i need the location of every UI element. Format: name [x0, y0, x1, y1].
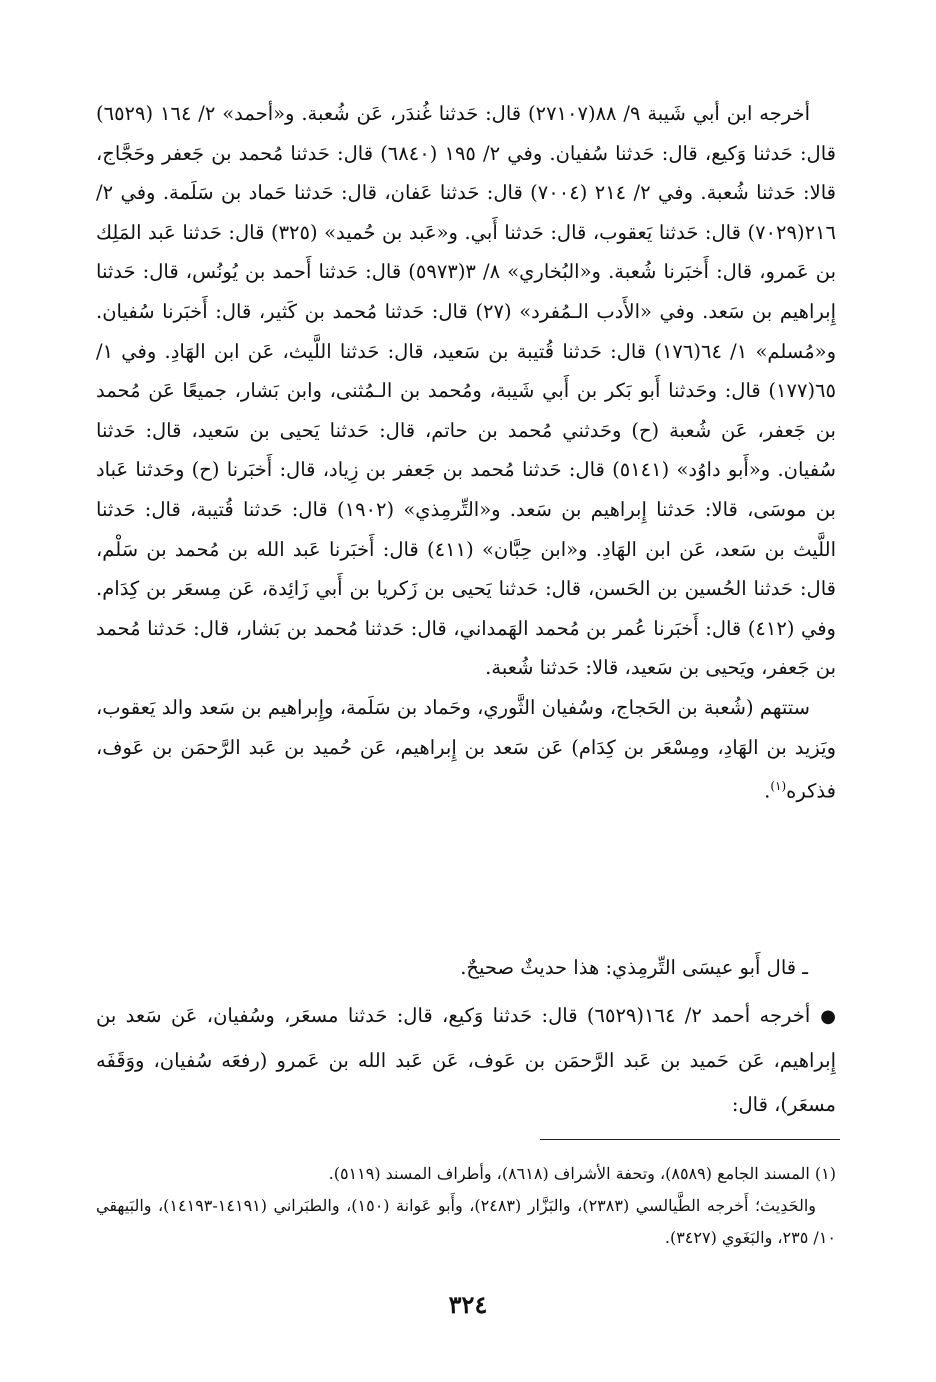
tirmidhi-quote: ـ قال أَبو عيسَى التِّرمِذي: هذا حديثٌ صحيحٌ.	[460, 956, 808, 979]
bullet-entry	[96, 994, 836, 1127]
main-text	[96, 94, 836, 811]
bullet-icon: ●	[820, 1006, 836, 1027]
narrators-text: ستتهم (شُعبة بن الحَجاج، وسُفيان الثَّوري، وحَماد بن سَلَمة، وإِبراهيم بن سَعد والد يَعقوب، ويَزيد بن الهَادِ، ومِسْعَر بن كِدَام) عَن سَعد بن إِبراهيم، عَن حُميد بن عَبد الرَّحمَن بن عَوف، فذكره	[96, 695, 836, 803]
footnote-marker: (١)	[770, 779, 787, 794]
footnote-separator	[540, 1139, 840, 1140]
narrators-paragraph: ستتهم (شُعبة بن الحَجاج، وسُفيان الثَّوري، وحَماد بن سَلَمة، وإِبراهيم بن سَعد والد يَعقوب، ويَزيد بن الهَادِ، ومِسْعَر بن كِدَام) عَن سَعد بن إِبراهيم، عَن حُميد بن عَبد الرَّحمَن بن عَوف، فذكره$^{(١)}$.	[96, 695, 836, 803]
takhrij-paragraph: أخرجه ابن أبي شَيبة ٩/ ٨٨(٢٧١٠٧) قال: حَدثنا غُندَر، عَن شُعبة. و«أحمد» ٢/ ١٦٤ (٦٥٢٩) قال: حَدثنا وَكيع، قال: حَدثنا سُفيان. وفي ٢/ ١٩٥ (٦٨٤٠) قال: حَدثنا مُحمد بن جَعفر وحَجَّاج، قالا: حَدثنا شُعبة. وفي ٢/ ٢١٤ (٧٠٠٤) قال: حَدثنا عَفان، قال: حَدثنا حَماد بن سَلَمة. وفي ٢/ ٢١٦(٧٠٢٩) قال: حَدثنا يَعقوب، قال: حَدثنا أَبي. و«عَبد بن حُميد» (٣٢٥) قال: حَدثنا عَبد المَلِك بن عَمرو، قال: أَخبَرنا شُعبة. و«البُخاري» ٨/ ٣(٥٩٧٣) قال: حَدثنا أَحمد بن يُونُس، قال: حَدثنا إِبراهيم بن سَعد. وفي «الأَدب الـمُفرد» (٢٧) قال: حَدثنا مُحمد بن كَثير، قال: أَخبَرنا سُفيان. و«مُسلم» ١/ ٦٤(١٧٦) قال: حَدثنا قُتيبة بن سَعيد، قال: حَدثنا اللَّيث، عَن ابن الهَادِ. وفي ١/ ٦٥(١٧٧) قال: وحَدثنا أَبو بَكر بن أَبي شَيبة، ومُحمد بن الـمُثنى، وابن بَشار، جميعًا عَن مُحمد بن جَعفر، عَن شُعبة (ح) وحَدثني مُحمد بن حاتم، قال: حَدثنا يَحيى بن سَعيد، قال: حَدثنا سُفيان. و«أَبو داوُد» (٥١٤١) قال: حَدثنا مُحمد بن جَعفر بن زِياد، قال: أَخبَرنا (ح) وحَدثنا عَباد بن موسَى، قالا: حَدثنا إِبراهيم بن سَعد. و«التِّرمِذي» (١٩٠٢) قال: حَدثنا قُتيبة، قال: حَدثنا اللَّيث بن سَعد، عَن ابن الهَادِ. و«ابن حِبَّان» (٤١١) قال: أَخبَرنا عَبد الله بن مُحمد بن سَلْم، قال: حَدثنا الحُسين بن الحَسن، قال: حَدثنا يَحيى بن زَكريا بن أَبي زَائِدة، عَن مِسعَر بن كِدَام. وفي (٤١٢) قال: أَخبَرنا عُمر بن مُحمد الهَمداني، قال: حَدثنا مُحمد بن بَشار، قال: حَدثنا مُحمد بن جَعفر، ويَحيى بن سَعيد، قالا: حَدثنا شُعبة.	[96, 102, 836, 680]
bullet-text: أخرجه أحمد ٢/ ١٦٤(٦٥٢٩) قال: حَدثنا وَكيع، قال: حَدثنا مسعَر، وسُفيان، عَن سَعد بن إِبراهيم، عَن حَميد بن عَبد الرَّحمَن بن عَوف، عَن عَبد الله بن عَمرو (رفعَه سُفيان، ووَقَفَه مسعَر)، قال:	[96, 1004, 836, 1116]
footnote-line: والحَدِيث؛ أَخرجه الطَّيالسي (٢٣٨٣)، والبَزَّار (٢٤٨٣)، وأَبو عَوانة (١٥٠)، والطبَراني (١٤١٩١-١٤١٩٣)، والبَيهقي ١٠/ ٢٣٥، والبَغَوي (٣٤٢٧).	[96, 1196, 836, 1247]
footnotes	[96, 1158, 836, 1254]
page-number: ٣٢٤	[448, 1290, 488, 1319]
footnote-line: (١) المسند الجامع (٨٥٨٩)، وتحفة الأشراف (٨٦١٨)، وأطراف المسند (٥١١٩).	[328, 1164, 836, 1183]
